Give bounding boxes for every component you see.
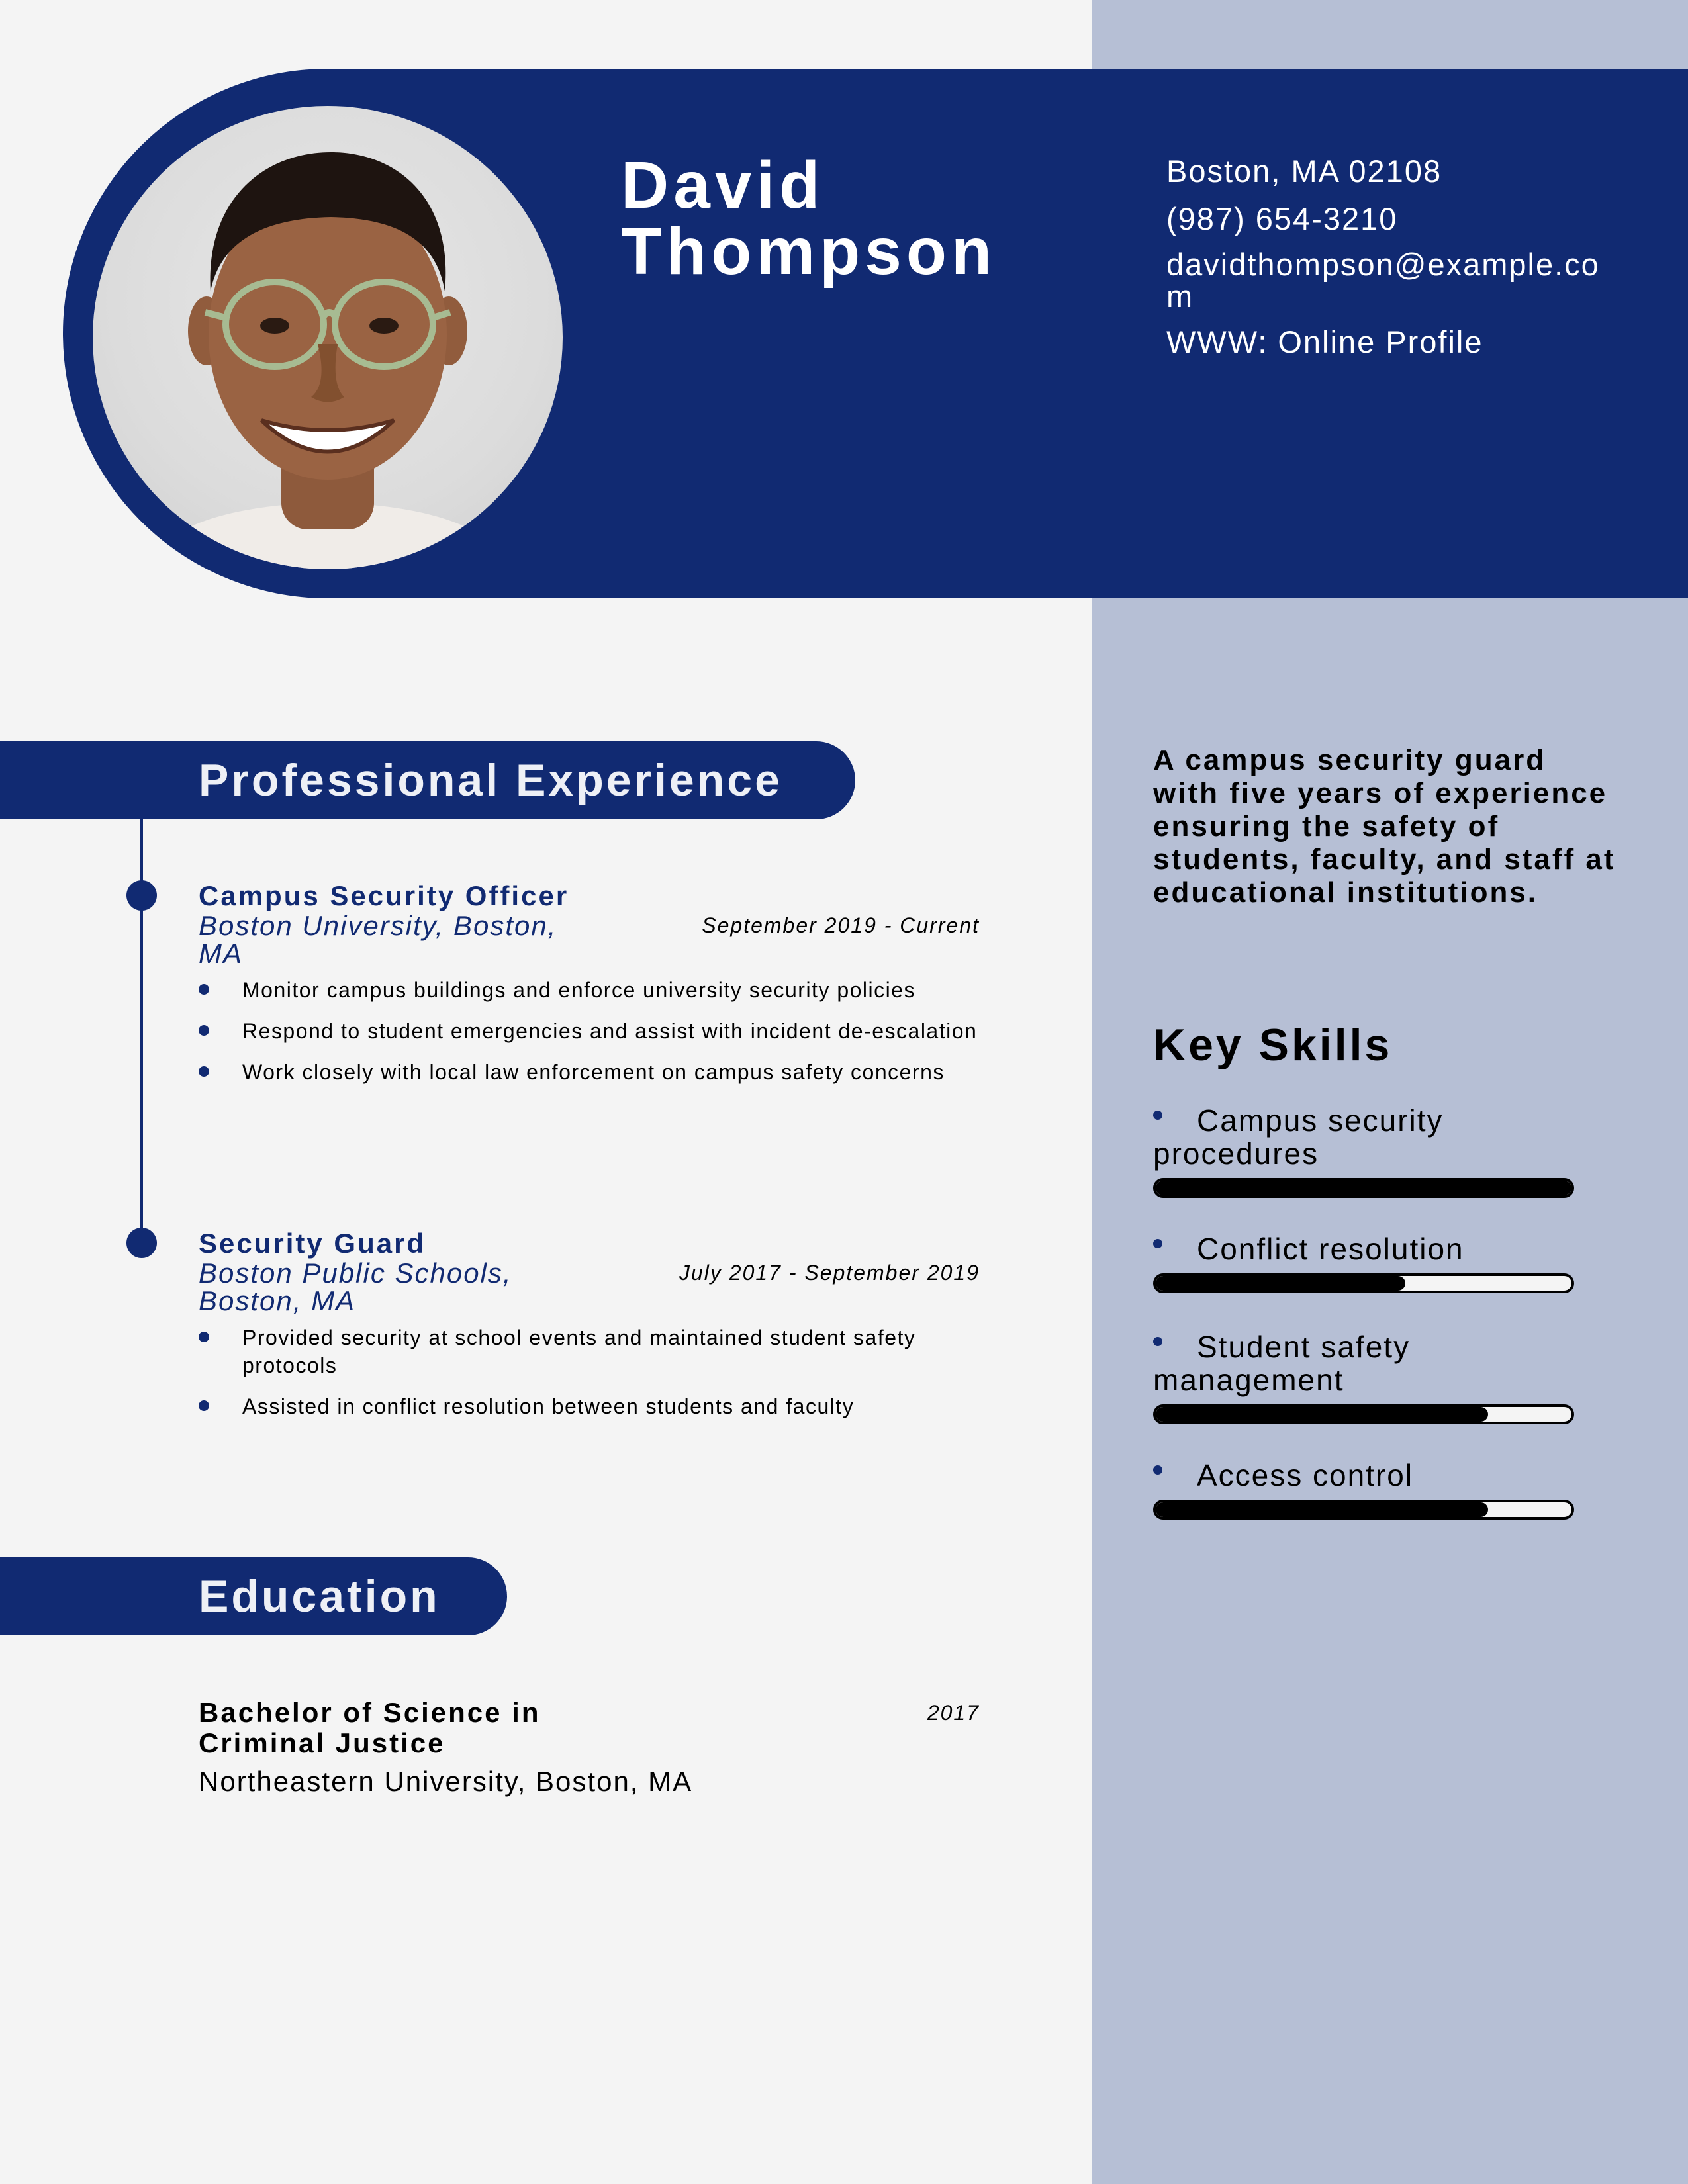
list-item bbox=[199, 1017, 1017, 1045]
list-item bbox=[199, 1392, 1017, 1420]
bullet-text: Assisted in conflict resolution between students and faculty bbox=[242, 1394, 855, 1418]
skill-level-bar bbox=[1153, 1178, 1574, 1198]
timeline-dot bbox=[126, 880, 157, 911]
skill-name: Conflict resolution bbox=[1197, 1232, 1464, 1266]
list-item bbox=[199, 976, 1017, 1004]
skill-name: Access control bbox=[1197, 1458, 1414, 1492]
first-name: David bbox=[621, 148, 825, 222]
bullet-text: Work closely with local law enforcement on campus safety concerns bbox=[242, 1060, 945, 1084]
bullet-icon bbox=[199, 1066, 209, 1077]
job-organization: Boston Public Schools, Boston, MA bbox=[199, 1257, 512, 1316]
bullet-text: Monitor campus buildings and enforce university security policies bbox=[242, 978, 916, 1002]
skill-name: Student safety management bbox=[1153, 1330, 1411, 1397]
education-heading: Education bbox=[0, 1557, 507, 1635]
skills-heading: Key Skills bbox=[1153, 1020, 1393, 1070]
job-dates: September 2019 - Current bbox=[702, 913, 980, 937]
bullet-icon bbox=[1153, 1111, 1162, 1120]
bullet-icon bbox=[199, 1025, 209, 1036]
email-link[interactable]: davidthompson@example.com bbox=[1166, 247, 1600, 314]
experience-heading: Professional Experience bbox=[0, 741, 855, 819]
last-name: Thompson bbox=[621, 214, 997, 289]
school-name: Northeastern University, Boston, MA bbox=[199, 1766, 693, 1797]
skill-level-bar bbox=[1153, 1500, 1574, 1520]
contact-info bbox=[1166, 154, 1617, 372]
skill-name: Campus security procedures bbox=[1153, 1103, 1444, 1171]
list-item bbox=[199, 1324, 1017, 1379]
bullet-text: Provided security at school events and maintained student safety protocols bbox=[242, 1326, 916, 1377]
portrait-image bbox=[93, 106, 563, 569]
skill-level-fill bbox=[1156, 1276, 1405, 1291]
skill-level-fill bbox=[1156, 1407, 1488, 1422]
skill-level-fill bbox=[1156, 1181, 1571, 1195]
degree-title: Bachelor of Science in Criminal Justice bbox=[199, 1697, 541, 1758]
candidate-name bbox=[621, 148, 997, 289]
job-dates: July 2017 - September 2019 bbox=[679, 1261, 980, 1285]
job-title: Security Guard bbox=[199, 1228, 426, 1259]
job-entry bbox=[199, 1228, 543, 1315]
bullet-text: Respond to student emergencies and assist with incident de-escalation bbox=[242, 1019, 978, 1043]
skill-item bbox=[1153, 1232, 1577, 1293]
job-entry bbox=[199, 880, 589, 968]
bullet-icon bbox=[1153, 1239, 1162, 1248]
skill-item bbox=[1153, 1330, 1577, 1424]
address-text: Boston, MA 02108 bbox=[1166, 154, 1442, 189]
graduation-year: 2017 bbox=[927, 1701, 980, 1725]
job-organization: Boston University, Boston, MA bbox=[199, 910, 557, 969]
profile-summary: A campus security guard with five years of experience ensuring the safety of students, faculty, and staff at educational institutions. bbox=[1153, 744, 1616, 909]
timeline-dot bbox=[126, 1228, 157, 1258]
bullet-icon bbox=[1153, 1465, 1162, 1475]
job-bullets bbox=[199, 976, 1017, 1099]
bullet-icon bbox=[199, 1400, 209, 1411]
phone-text: (987) 654-3210 bbox=[1166, 201, 1398, 236]
skill-item bbox=[1153, 1104, 1577, 1198]
bullet-icon bbox=[199, 1332, 209, 1342]
list-item bbox=[199, 1058, 1017, 1086]
job-title: Campus Security Officer bbox=[199, 880, 569, 911]
bullet-icon bbox=[199, 984, 209, 995]
skill-level-bar bbox=[1153, 1273, 1574, 1293]
bullet-icon bbox=[1153, 1337, 1162, 1346]
job-bullets bbox=[199, 1324, 1017, 1433]
website-link[interactable]: WWW: Online Profile bbox=[1166, 324, 1483, 359]
profile-photo bbox=[93, 106, 563, 569]
skill-level-fill bbox=[1156, 1502, 1488, 1517]
skill-item bbox=[1153, 1459, 1577, 1520]
skill-level-bar bbox=[1153, 1404, 1574, 1424]
